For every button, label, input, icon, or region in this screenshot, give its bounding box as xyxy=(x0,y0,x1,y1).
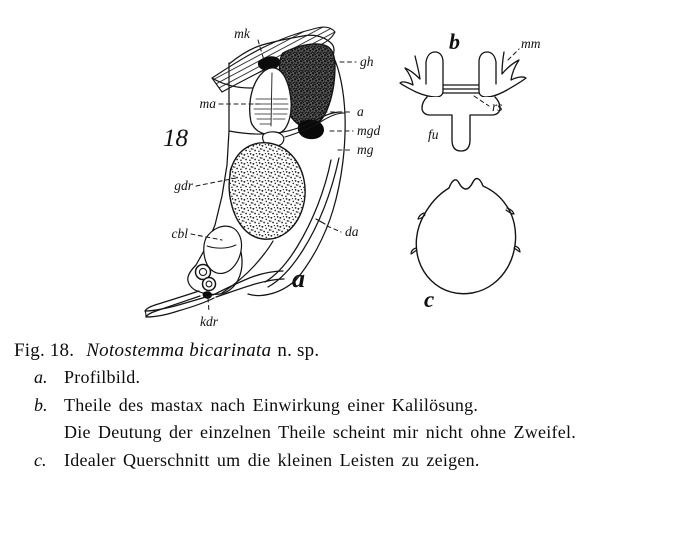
caption-text-a: Profilbild. xyxy=(64,366,141,387)
leader-da xyxy=(327,226,341,232)
figure-a-profile-view xyxy=(145,26,380,329)
label-fu: fu xyxy=(428,127,439,142)
label-da: da xyxy=(345,224,359,239)
gland-circle-lower-inner xyxy=(206,281,212,287)
label-mg: mg xyxy=(357,142,374,157)
caption-text-c: Idealer Querschnitt um die kleinen Leisten zu zeigen. xyxy=(64,450,480,471)
label-cbl: cbl xyxy=(171,226,188,241)
mm-left-manubrium xyxy=(400,52,443,97)
caption-text-b: Theile des mastax nach Einwirkung einer Kalilösung. xyxy=(64,394,479,415)
panel-letter-c: c xyxy=(424,287,435,312)
caption-marker-b: b. xyxy=(34,394,48,415)
gland-circle-upper-inner xyxy=(199,268,206,275)
caption-text-b-continuation: Die Deutung der einzelnen Theile scheint mir nicht ohne Zweifel. xyxy=(64,422,577,443)
plate-number-18: 18 xyxy=(163,125,188,152)
mm-right-manubrium xyxy=(479,52,526,97)
toe-upper xyxy=(145,291,212,311)
cbl-bladder-outline xyxy=(204,226,242,273)
panel-letter-a: a xyxy=(292,264,305,293)
label-rs: rs xyxy=(492,99,503,114)
mastax-outline xyxy=(250,68,292,135)
label-mm: mm xyxy=(521,36,541,51)
body-lower-right-contour xyxy=(248,280,296,296)
label-mk: mk xyxy=(234,26,250,41)
label-gh: gh xyxy=(360,54,374,69)
caption-marker-a: a. xyxy=(34,366,48,387)
caption-item-b-continuation xyxy=(0,419,700,447)
label-ma: ma xyxy=(199,96,216,111)
gdr-gastric-gland xyxy=(229,143,305,240)
label-mgd: mgd xyxy=(357,123,381,138)
label-a-organ: a xyxy=(357,104,364,119)
caption-species-suffix: n. sp. xyxy=(277,340,320,361)
c-body-outline xyxy=(416,179,515,294)
label-kdr: kdr xyxy=(200,314,218,329)
label-gdr: gdr xyxy=(174,178,193,193)
caption-marker-c: c. xyxy=(34,450,47,471)
figure-c-cross-section xyxy=(411,179,520,312)
caption-item-b xyxy=(0,392,700,420)
figure-caption xyxy=(0,338,700,475)
panel-letter-b: b xyxy=(449,29,460,54)
figure-b-mastax-parts xyxy=(400,29,541,151)
foot-outline-left xyxy=(188,265,196,290)
caption-item-c xyxy=(0,447,700,475)
toe-tip-line xyxy=(145,311,146,317)
caption-item-a xyxy=(0,364,700,392)
caption-figure-label: Fig. 18. xyxy=(14,340,75,361)
leader-mm xyxy=(508,49,519,60)
caption-species-name: Notostemma bicarinata xyxy=(86,340,272,361)
caption-title-line xyxy=(0,338,700,364)
